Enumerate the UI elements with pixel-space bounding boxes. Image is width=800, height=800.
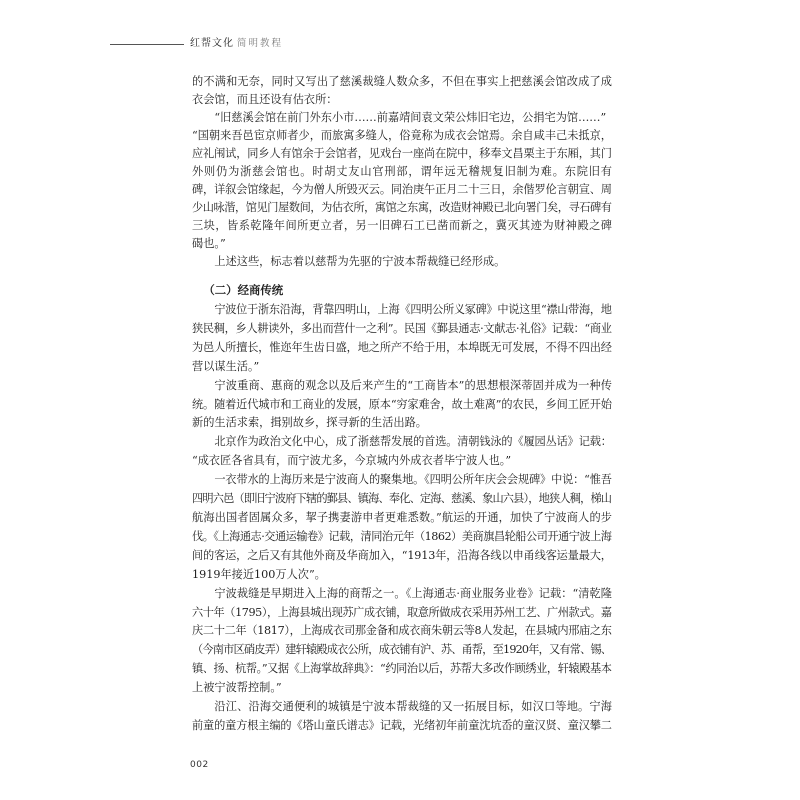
text-line: 上述这些，标志着以慈帮为先驱的宁波本帮裁缝已经形成。: [214, 255, 506, 268]
text-line: 前童的童方根主编的《塔山童氏谱志》记载，光绪初年前童沈坑岙的童汉贤、童汉攀二: [192, 718, 612, 732]
text-line: 三块，皆系乾隆年间所更立者，另一旧碑石工已凿而新之，冀灭其迹为财神殿之碑: [192, 219, 613, 232]
text-line: 衣会馆，而且还设有估衣所：: [192, 93, 338, 106]
text-line: 庆二十二年（1817），上海成衣司那金备和成衣商朱朝云等8人发起，在县城内邢庙之东: [192, 624, 612, 638]
text-line: 营以谋生活。”: [192, 359, 260, 373]
text-line: “旧慈溪会馆在前门外东小市……前嘉靖间袁文荣公炜旧宅边，公捐宅为馆……”: [214, 111, 607, 124]
section-heading: （二）经商传统: [203, 283, 284, 297]
text-line: 应礼闱试，同乡人有馆余于会馆者，见戏台一座尚在院中，移奉文昌栗主于东厢，其门: [192, 147, 612, 160]
header-rule: [110, 44, 184, 45]
text-line: 间的客运，之后又有其他外商及华商加入，“1913年，沿海各线以申甬线客运量最大，: [192, 548, 612, 562]
paragraph: [192, 253, 612, 271]
text-line: 沿江、沿海交通便利的城镇是宁波本帮裁缝的又一拓展目标，如汉口等地。宁海: [214, 700, 613, 714]
text-line: 的不满和无奈，同时又写出了慈溪裁缝人数众多，不但在事实上把慈溪会馆改成了成: [192, 75, 613, 88]
text-line: “国朝来吾邑宦京师者少，而旅寓多缝人，俗竟称为成衣会馆焉。余自咸丰己未抵京，: [192, 129, 612, 142]
text-line: 六十年（1795），上海县城出现苏广成衣铺，取意所做成衣采用苏州工艺、广州款式。嘉: [192, 605, 612, 619]
quotation: [192, 127, 612, 253]
text-line: 一衣带水的上海历来是宁波商人的聚集地。《四明公所年庆会会规碑》中说：“惟吾: [214, 473, 612, 487]
text-line: “成衣匠各省具有，而宁波尤多，今京城内外成衣者毕宁波人也。”: [192, 454, 512, 468]
text-line: 宁波重商、惠商的观念以及后来产生的“工商皆本”的思想根深蒂固并成为一种传: [214, 378, 613, 392]
text-line: 外则仍为浙慈会馆也。时胡丈友山官刑部，谓年远无稽规复旧制为难。东院旧有: [192, 165, 613, 178]
paragraph: [192, 73, 612, 109]
paragraph: [192, 585, 612, 698]
text-line: （今南市区硝皮弄）建轩辕殿成衣公所，成衣铺有沪、苏、甬帮，至1920年，又有常、锡、: [192, 643, 612, 657]
text-line: 航海出国者固属众多，挈子携妻游申者更难悉数。”航运的开通，加快了宁波商人的步: [192, 510, 613, 524]
text-line: 碣也。”: [192, 237, 226, 250]
text-line: 为邑人所擅长，惟迩年生齿日盛，地之所产不给于用，本埠既无可发展，不得不四出经: [192, 340, 612, 354]
text-line: 狭民稠，乡人耕读外，多出而营什一之利”。民国《鄞县通志·文献志·礼俗》记载：“商业: [192, 321, 612, 335]
text-line: 四明六邑（即旧宁波府下辖的鄞县、镇海、奉化、定海、慈溪、象山六县），地狭人稠，梯山: [192, 492, 612, 506]
text-line: 统。随着近代城市和工商业的发展，原本“穷家难舍，故土难离”的农民，乡间工匠开始: [192, 397, 612, 411]
paragraph: [192, 301, 612, 377]
paragraph: [192, 377, 612, 434]
text-line: 碑，详叙会馆缘起，今为僧人所毁灭云。同治庚午正月二十三日，余偕罗伦言朝宣、周: [192, 183, 612, 196]
book-title: 红帮文化: [190, 38, 234, 49]
text-line: 上被宁波帮控制。”: [192, 681, 282, 695]
text-line: 伐。《上海通志·交通运输卷》记载，清同治元年（1862）美商旗昌轮船公司开通宁波上海: [192, 529, 612, 543]
text-line: 镇、扬、杭帮。”又据《上海掌故辞典》：“约同治以后，苏帮大多改作顾绣业，轩辕殿基本: [192, 662, 612, 676]
paragraph: [192, 698, 612, 736]
paragraph: [192, 433, 612, 471]
text-line: 少山咏湝，馆见门屋数间，为估衣所，寓馆之东寓，改造财神殿已北向署门矣，寻石碑有: [192, 201, 612, 214]
text-line: 新的生活求索，揖别故乡，探寻新的生活出路。: [192, 416, 427, 430]
text-line: 宁波裁缝是早期进入上海的商帮之一。《上海通志·商业服务业卷》记载：“清乾隆: [214, 586, 613, 600]
quotation: [192, 109, 612, 127]
text-line: 宁波位于浙东沿海，背靠四明山，上海《四明公所义冢碑》中说这里“襟山带海，地: [214, 303, 612, 316]
body-text-top: [192, 73, 612, 271]
paragraph: [192, 471, 612, 584]
book-subtitle: 简明教程: [237, 38, 284, 49]
body-text-section: [192, 301, 612, 736]
page-number: 002: [190, 760, 209, 770]
text-line: 北京作为政治文化中心，成了浙慈帮发展的首选。清朝钱泳的《履园丛话》记载：: [214, 435, 612, 449]
text-line: 1919年接近100万人次”。: [192, 567, 326, 581]
